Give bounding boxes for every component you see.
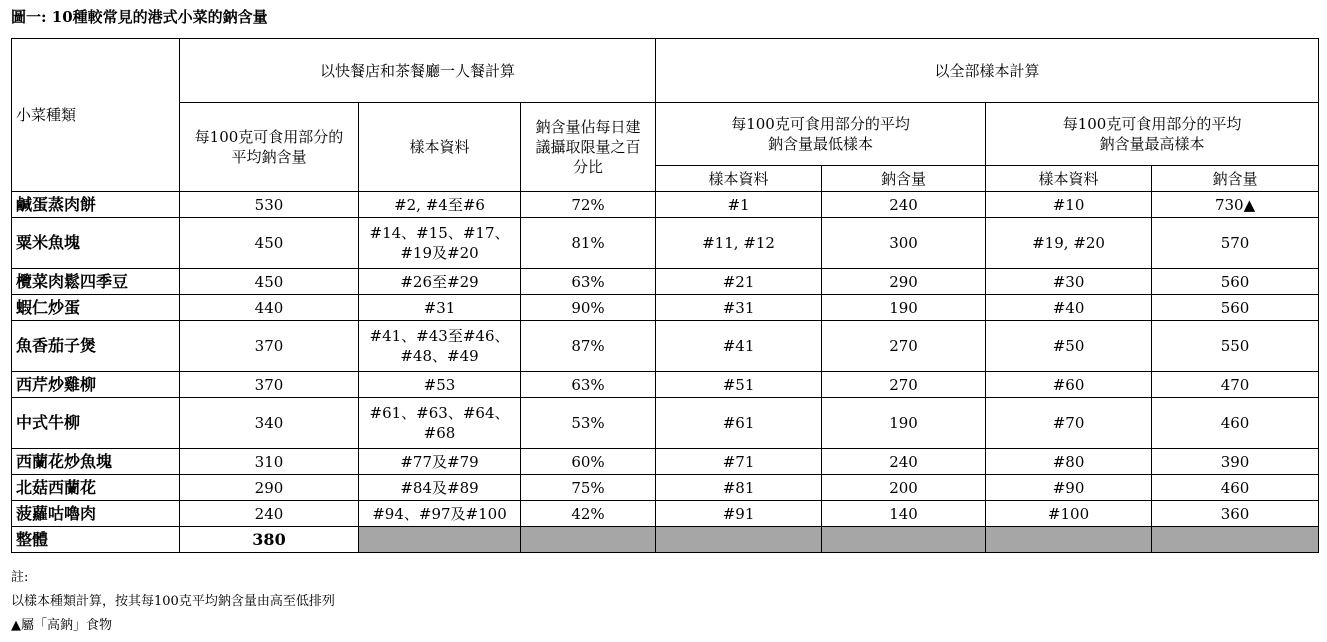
table-row (12, 372, 1319, 398)
total-label: 整體 (12, 527, 180, 553)
header-lowest-sample: 每100克可食用部分的平均鈉含量最低樣本 (656, 103, 986, 166)
table-row (12, 475, 1319, 501)
pct-daily: 63% (521, 269, 656, 295)
low-sodium: 190 (822, 398, 986, 449)
avg-sodium: 340 (180, 398, 359, 449)
avg-sodium: 450 (180, 218, 359, 269)
low-sample-id: #1 (656, 192, 822, 218)
high-sample-id: #60 (986, 372, 1152, 398)
header-avg-sodium: 每100克可食用部分的平均鈉含量 (180, 103, 359, 192)
low-sample-id: #41 (656, 321, 822, 372)
notes-line-high-sodium: ▲屬「高鈉」食物 (11, 618, 112, 633)
high-sample-id: #70 (986, 398, 1152, 449)
high-sodium: 470 (1152, 372, 1319, 398)
sample-info: #2, #4至#6 (359, 192, 521, 218)
table-row (12, 295, 1319, 321)
avg-sodium: 240 (180, 501, 359, 527)
grey-cell (1152, 527, 1319, 553)
notes-title: 註: (11, 570, 29, 585)
sample-info: #94、#97及#100 (359, 501, 521, 527)
header-high-sample-info: 樣本資料 (986, 166, 1152, 192)
grey-cell (656, 527, 822, 553)
low-sample-id: #91 (656, 501, 822, 527)
high-sodium: 570 (1152, 218, 1319, 269)
low-sodium: 190 (822, 295, 986, 321)
high-sodium: 460 (1152, 398, 1319, 449)
low-sodium: 300 (822, 218, 986, 269)
low-sodium: 240 (822, 449, 986, 475)
sample-info: #41、#43至#46、#48、#49 (359, 321, 521, 372)
low-sodium: 140 (822, 501, 986, 527)
high-sodium: 730▲ (1152, 192, 1319, 218)
sample-info: #53 (359, 372, 521, 398)
pct-daily: 60% (521, 449, 656, 475)
header-low-sample-info: 樣本資料 (656, 166, 822, 192)
low-sodium: 270 (822, 372, 986, 398)
high-sodium: 560 (1152, 269, 1319, 295)
table-row (12, 501, 1319, 527)
low-sample-id: #61 (656, 398, 822, 449)
dish-name: 魚香茄子煲 (12, 321, 180, 372)
header-group-all-samples: 以全部樣本計算 (656, 39, 1319, 103)
pct-daily: 81% (521, 218, 656, 269)
dish-name: 西芹炒雞柳 (12, 372, 180, 398)
table-row (12, 269, 1319, 295)
table-row (12, 398, 1319, 449)
pct-daily: 90% (521, 295, 656, 321)
header-group-single-meal: 以快餐店和茶餐廳一人餐計算 (180, 39, 656, 103)
pct-daily: 87% (521, 321, 656, 372)
dish-name: 欖菜肉鬆四季豆 (12, 269, 180, 295)
notes-line-ranking: 以樣本種類計算，按其每100克平均鈉含量由高至低排列 (11, 594, 335, 609)
low-sample-id: #81 (656, 475, 822, 501)
high-sodium: 460 (1152, 475, 1319, 501)
table-row (12, 192, 1319, 218)
header-dish-type: 小菜種類 (12, 39, 180, 192)
high-sodium: 360 (1152, 501, 1319, 527)
sample-info: #61、#63、#64、#68 (359, 398, 521, 449)
header-pct-daily: 鈉含量佔每日建議攝取限量之百分比 (521, 103, 656, 192)
table-row (12, 218, 1319, 269)
high-sample-id: #90 (986, 475, 1152, 501)
high-sample-id: #50 (986, 321, 1152, 372)
high-sodium: 560 (1152, 295, 1319, 321)
grey-cell (822, 527, 986, 553)
low-sample-id: #31 (656, 295, 822, 321)
notes (11, 566, 335, 638)
high-sample-id: #19, #20 (986, 218, 1152, 269)
header-high-sodium: 鈉含量 (1152, 166, 1319, 192)
dish-name: 蝦仁炒蛋 (12, 295, 180, 321)
low-sodium: 240 (822, 192, 986, 218)
low-sample-id: #21 (656, 269, 822, 295)
sample-info: #31 (359, 295, 521, 321)
low-sample-id: #51 (656, 372, 822, 398)
pct-daily: 75% (521, 475, 656, 501)
table-row (12, 449, 1319, 475)
sample-info: #14、#15、#17、#19及#20 (359, 218, 521, 269)
high-sample-id: #100 (986, 501, 1152, 527)
table-row (12, 321, 1319, 372)
high-sodium: 550 (1152, 321, 1319, 372)
sodium-table (11, 38, 1319, 553)
low-sample-id: #11, #12 (656, 218, 822, 269)
avg-sodium: 370 (180, 321, 359, 372)
low-sample-id: #71 (656, 449, 822, 475)
total-avg-sodium: 380 (180, 527, 359, 553)
grey-cell (359, 527, 521, 553)
avg-sodium: 450 (180, 269, 359, 295)
header-low-sodium: 鈉含量 (822, 166, 986, 192)
table-caption: 圖一: 10種較常見的港式小菜的鈉含量 (11, 8, 268, 26)
avg-sodium: 440 (180, 295, 359, 321)
dish-name: 鹹蛋蒸肉餅 (12, 192, 180, 218)
header-highest-sample: 每100克可食用部分的平均鈉含量最高樣本 (986, 103, 1319, 166)
low-sodium: 200 (822, 475, 986, 501)
avg-sodium: 530 (180, 192, 359, 218)
avg-sodium: 310 (180, 449, 359, 475)
dish-name: 北菇西蘭花 (12, 475, 180, 501)
pct-daily: 42% (521, 501, 656, 527)
high-sample-id: #40 (986, 295, 1152, 321)
avg-sodium: 290 (180, 475, 359, 501)
sample-info: #26至#29 (359, 269, 521, 295)
high-sodium: 390 (1152, 449, 1319, 475)
header-sample-info: 樣本資料 (359, 103, 521, 192)
dish-name: 中式牛柳 (12, 398, 180, 449)
pct-daily: 53% (521, 398, 656, 449)
sample-info: #84及#89 (359, 475, 521, 501)
grey-cell (521, 527, 656, 553)
high-sample-id: #80 (986, 449, 1152, 475)
low-sodium: 270 (822, 321, 986, 372)
high-sample-id: #10 (986, 192, 1152, 218)
dish-name: 西蘭花炒魚塊 (12, 449, 180, 475)
total-row (12, 527, 1319, 553)
grey-cell (986, 527, 1152, 553)
high-sample-id: #30 (986, 269, 1152, 295)
pct-daily: 72% (521, 192, 656, 218)
pct-daily: 63% (521, 372, 656, 398)
avg-sodium: 370 (180, 372, 359, 398)
low-sodium: 290 (822, 269, 986, 295)
dish-name: 粟米魚塊 (12, 218, 180, 269)
dish-name: 菠蘿咕嚕肉 (12, 501, 180, 527)
sample-info: #77及#79 (359, 449, 521, 475)
